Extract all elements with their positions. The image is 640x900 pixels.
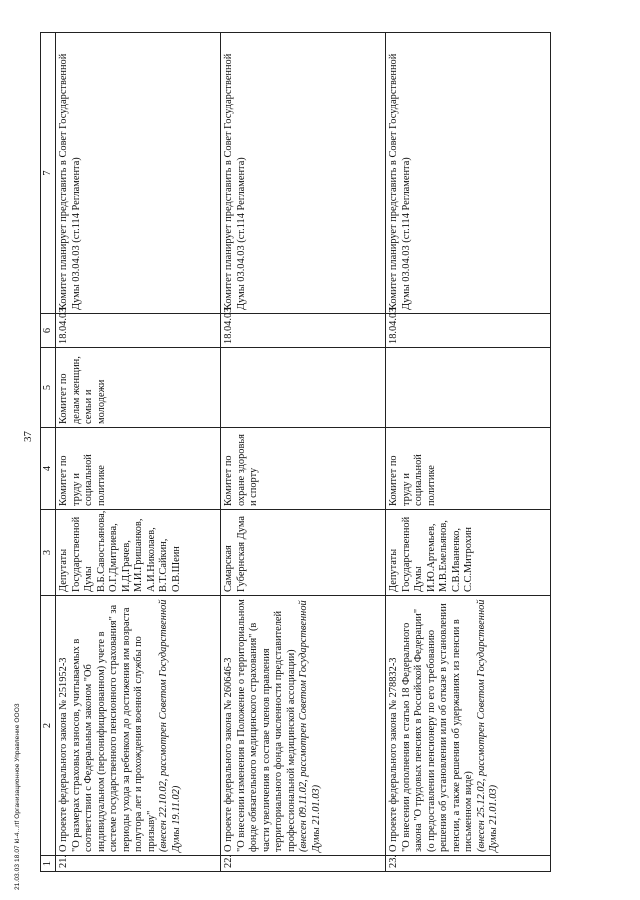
column-header: 7: [41, 33, 56, 314]
bill-description: [386, 596, 551, 856]
column-header: 2: [41, 596, 56, 856]
row-number: 21.: [56, 856, 221, 872]
responsible-committee: Комитет по труду и социальной политике: [56, 428, 221, 510]
bill-body: "О внесении изменения в Положение о территориальном фонде обязательного медицинского страхования" (в части увеличения в составе членов правления территориального фонда численности представителей профессиональной медицинской ассоциации): [235, 599, 297, 852]
table-row: [56, 33, 221, 872]
bill-note: (внесен 09.11.02, рассмотрен Советом Государственной Думы 21.01.03): [298, 600, 322, 852]
column-header: 5: [41, 348, 56, 428]
co-committee: [386, 348, 551, 428]
review-date: 18.04.03: [386, 314, 551, 348]
bill-body: "О внесении дополнения в статью 18 Федерального закона "О трудовых пенсиях в Российской Федерации" (о предоставлении пенсионеру по его требованию решения об установлении или об отказе в установлении пенсии, а также решения об удержаниях из пенсии в письменном виде): [400, 603, 475, 852]
page-number: 37: [22, 431, 34, 442]
plan-note: Комитет планирует представить в Совет Государственной Думы 03.04.03 (ст.114 Регламента): [221, 33, 386, 314]
column-header: 4: [41, 428, 56, 510]
table-header-row: [41, 33, 56, 872]
bill-note: (внесен 22.10.02, рассмотрен Советом Государственной Думы 19.11.02): [158, 599, 182, 852]
bill-initiator: Депутаты Государственной Думы И.Ю.Артемьев, М.В.Емельянов, С.В.Иваненко, С.С.Митрохин: [386, 510, 551, 596]
row-number: 23.: [386, 856, 551, 872]
bill-title: О проекте федерального закона № 278832-3: [388, 657, 400, 852]
table-row: [221, 33, 386, 872]
review-date: 18.04.03: [221, 314, 386, 348]
bill-initiator: Депутаты Государственной Думы В.Б.Савостьянова, О.Г.Дмитриева, И.Д.Грачев, М.И.Гришанков, А.И.Николаев, В.Т.Сайкин, О.В.Шеин: [56, 510, 221, 596]
column-header: 6: [41, 314, 56, 348]
bill-body: "О размерах страховых взносов, учитываемых в соответствии с Федеральным законом "Об индивидуальном (персонифицированном) учете в системе государственного пенсионного страхования" за периоды ухода за ребенком до достижения им возраста полутора лет и прохождения военной службы по призыву": [70, 604, 157, 852]
bill-title: О проекте федерального закона № 260646-3: [223, 657, 235, 852]
row-number: 22.: [221, 856, 386, 872]
review-date: 18.04.03: [56, 314, 221, 348]
bill-title: О проекте федерального закона № 251952-3: [58, 657, 70, 852]
responsible-committee: Комитет по труду и социальной политике: [386, 428, 551, 510]
plan-note: Комитет планирует представить в Совет Государственной Думы 03.04.03 (ст.114 Регламента): [56, 33, 221, 314]
responsible-committee: Комитет по охране здоровья и спорту: [221, 428, 386, 510]
column-header: 3: [41, 510, 56, 596]
column-header: 1: [41, 856, 56, 872]
bills-table: [40, 32, 551, 872]
bill-note: (внесен 25.12.02, рассмотрен Советом Государственной Думы 21.01.03): [475, 599, 500, 852]
co-committee: Комитет по делам женщин, семьи и молодежи: [56, 348, 221, 428]
bill-initiator: Самарская Губернская Дума: [221, 510, 386, 596]
co-committee: [221, 348, 386, 428]
bill-description: [56, 596, 221, 856]
bill-description: [221, 596, 386, 856]
bills-table-sheet: [40, 32, 605, 872]
table-row: [386, 33, 551, 872]
plan-note: Комитет планирует представить в Совет Государственной Думы 03.04.03 (ст.114 Регламента): [386, 33, 551, 314]
footer-text: 21.03.03 18.07 kl-4...rtf Организационное Управление ООО3: [14, 703, 21, 890]
